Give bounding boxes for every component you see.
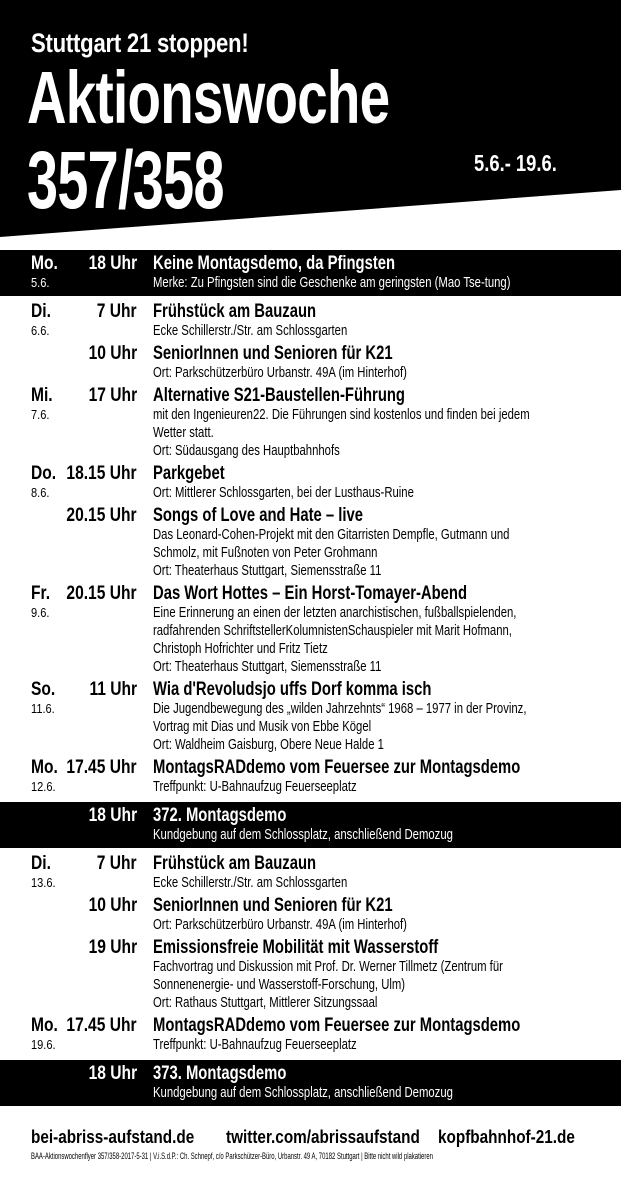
event-title: MontagsRADdemo vom Feuersee zur Montagsdemo [153, 757, 521, 778]
event-row [0, 936, 621, 1014]
event-time: 18 Uhr [88, 253, 137, 274]
event-time: 7 Uhr [97, 853, 137, 874]
event-header [0, 937, 621, 958]
event-description-line: Ecke Schillerstr./Str. am Schlossgarten [153, 323, 348, 339]
event-day: Mo. [31, 253, 58, 274]
event-time: 17 Uhr [88, 385, 137, 406]
header-subtitle: Stuttgart 21 stoppen! [31, 28, 249, 58]
event-date: 12.6. [31, 779, 56, 794]
event-row [0, 462, 621, 504]
event-title: SeniorInnen und Senioren für K21 [153, 895, 393, 916]
header-title: Aktionswoche [27, 56, 390, 139]
event-date: 7.6. [31, 407, 50, 422]
event-day: Fr. [31, 583, 51, 604]
event-description-line: Ecke Schillerstr./Str. am Schlossgarten [153, 875, 348, 891]
event-row [0, 852, 621, 894]
event-description-line: Ort: Südausgang des Hauptbahnhofs [153, 443, 340, 459]
event-date: 19.6. [31, 1037, 56, 1052]
event-description [153, 274, 590, 292]
event-time: 18.15 Uhr [66, 463, 137, 484]
event-header [0, 1015, 621, 1036]
event-description [153, 916, 590, 934]
event-description-line: Ort: Mittlerer Schlossgarten, bei der Lusthaus-Ruine [153, 485, 414, 501]
event-description-line: Ort: Waldheim Gaisburg, Obere Neue Halde 1 [153, 737, 384, 753]
event-date: 5.6. [31, 275, 50, 290]
event-description-line: Eine Erinnerung an einen der letzten anarchistischen, fußballspielenden, [153, 605, 517, 621]
event-title: Frühstück am Bauzaun [153, 301, 317, 322]
event-body [0, 604, 621, 676]
event-row [0, 1060, 621, 1106]
event-description-line: Treffpunkt: U-Bahnaufzug Feuerseeplatz [153, 1037, 357, 1053]
event-header [0, 895, 621, 916]
event-description [153, 484, 590, 502]
event-header [0, 583, 621, 604]
event-body [0, 364, 621, 382]
footer-link-twitter[interactable]: twitter.com/abrissaufstand [226, 1127, 420, 1147]
event-description-line: Ort: Parkschützerbüro Urbanstr. 49A (im Hinterhof) [153, 365, 407, 381]
event-description-line: Kundgebung auf dem Schlossplatz, anschließend Demozug [153, 827, 453, 843]
event-row [0, 756, 621, 798]
header-number: 357/358 [27, 135, 224, 226]
event-date: 8.6. [31, 485, 50, 500]
event-date: 6.6. [31, 323, 50, 338]
event-description [153, 526, 590, 580]
event-title: Parkgebet [153, 463, 225, 484]
event-row [0, 678, 621, 756]
event-header [0, 679, 621, 700]
event-title: Emissionsfreie Mobilität mit Wasserstoff [153, 937, 439, 958]
event-body [0, 778, 621, 796]
event-body [0, 826, 621, 844]
event-title: Das Wort Hottes – Ein Horst-Tomayer-Abend [153, 583, 468, 604]
event-time: 20.15 Uhr [66, 583, 137, 604]
event-row [0, 342, 621, 384]
event-title: MontagsRADdemo vom Feuersee zur Montagsdemo [153, 1015, 521, 1036]
event-body [0, 1084, 621, 1102]
event-body [0, 874, 621, 892]
event-title: Wia d'Revoludsjo uffs Dorf komma isch [153, 679, 432, 700]
event-day: So. [31, 679, 56, 700]
event-body [0, 916, 621, 934]
event-date: 13.6. [31, 875, 56, 890]
event-description [153, 604, 590, 676]
event-body [0, 274, 621, 292]
event-description-line: Ort: Theaterhaus Stuttgart, Siemensstraße 11 [153, 563, 382, 579]
header-banner [0, 0, 621, 237]
event-description-line: radfahrenden SchriftstellerKolumnistenSchauspieler mit Marit Hofmann, [153, 623, 512, 639]
event-description-line: Ort: Theaterhaus Stuttgart, Siemensstraße 11 [153, 659, 382, 675]
event-description [153, 364, 590, 382]
event-description [153, 406, 590, 460]
event-description-line: Sonnenenergie- und Wasserstoff-Forschung, Ulm) [153, 977, 406, 993]
event-title: Alternative S21-Baustellen-Führung [153, 385, 405, 406]
event-time: 20.15 Uhr [66, 505, 137, 526]
event-description [153, 1036, 590, 1054]
event-description-line: Die Jugendbewegung des „wilden Jahrzehnts“ 1968 – 1977 in der Provinz, [153, 701, 527, 717]
event-body [0, 1036, 621, 1054]
event-description-line: Vortrag mit Dias und Musik von Ebbe Kögel [153, 719, 372, 735]
event-title: SeniorInnen und Senioren für K21 [153, 343, 393, 364]
event-day: Di. [31, 853, 51, 874]
event-body [0, 322, 621, 340]
event-day: Mo. [31, 757, 58, 778]
event-date: 9.6. [31, 605, 50, 620]
footer-imprint: BAA-Aktionswochenflyer 357/358-2017-5-31 | V.i.S.d.P.: Ch. Schnepf, c/o Parkschützer-Büro, Urbanstr. 49 A, 70182 Stuttgart | Bitte nicht wild plakatieren [31, 1151, 433, 1161]
event-time: 11 Uhr [89, 679, 137, 700]
event-row [0, 802, 621, 848]
event-list [0, 246, 621, 1110]
event-date: 11.6. [31, 701, 55, 716]
event-body [0, 526, 621, 580]
event-time: 19 Uhr [88, 937, 137, 958]
event-body [0, 700, 621, 754]
event-header [0, 505, 621, 526]
event-description [153, 700, 590, 754]
event-header [0, 301, 621, 322]
event-day: Mi. [31, 385, 53, 406]
event-row [0, 384, 621, 462]
event-row [0, 582, 621, 678]
event-body [0, 406, 621, 460]
event-time: 18 Uhr [88, 805, 137, 826]
event-description-line: Ort: Rathaus Stuttgart, Mittlerer Sitzungssaal [153, 995, 378, 1011]
event-body [0, 484, 621, 502]
event-title: Frühstück am Bauzaun [153, 853, 317, 874]
event-row [0, 504, 621, 582]
event-title: 372. Montagsdemo [153, 805, 287, 826]
event-description-line: mit den Ingenieuren22. Die Führungen sind kostenlos und finden bei jedem [153, 407, 530, 423]
event-header [0, 463, 621, 484]
event-description [153, 958, 590, 1012]
event-description-line: Treffpunkt: U-Bahnaufzug Feuerseeplatz [153, 779, 357, 795]
event-header [0, 805, 621, 826]
event-description [153, 1084, 590, 1102]
event-time: 10 Uhr [88, 343, 137, 364]
event-description-line: Christoph Hofrichter und Fritz Tietz [153, 641, 328, 657]
footer-link-website[interactable]: bei-abriss-aufstand.de [31, 1127, 195, 1147]
footer-links [0, 1127, 621, 1149]
event-day: Do. [31, 463, 57, 484]
event-body [0, 958, 621, 1012]
event-header [0, 253, 621, 274]
header-daterange: 5.6.- 19.6. [474, 150, 557, 176]
event-description-line: Fachvortrag und Diskussion mit Prof. Dr. Werner Tillmetz (Zentrum für [153, 959, 503, 975]
event-header [0, 757, 621, 778]
event-row [0, 250, 621, 296]
event-header [0, 1063, 621, 1084]
event-time: 18 Uhr [88, 1063, 137, 1084]
event-header [0, 853, 621, 874]
event-time: 17.45 Uhr [66, 757, 137, 778]
event-description [153, 826, 590, 844]
event-description [153, 874, 590, 892]
event-description-line: Kundgebung auf dem Schlossplatz, anschließend Demozug [153, 1085, 453, 1101]
event-description-line: Schmolz, mit Fußnoten von Peter Grohmann [153, 545, 378, 561]
event-description [153, 322, 590, 340]
event-row [0, 894, 621, 936]
event-time: 7 Uhr [97, 301, 137, 322]
event-title: 373. Montagsdemo [153, 1063, 287, 1084]
event-title: Keine Montagsdemo, da Pfingsten [153, 253, 396, 274]
event-description-line: Das Leonard-Cohen-Projekt mit den Gitarristen Dempfle, Gutmann und [153, 527, 510, 543]
event-row [0, 1014, 621, 1056]
event-day: Mo. [31, 1015, 58, 1036]
event-time: 17.45 Uhr [66, 1015, 137, 1036]
footer-link-kopfbahnhof[interactable]: kopfbahnhof-21.de [438, 1127, 575, 1147]
event-description [153, 778, 590, 796]
event-description-line: Ort: Parkschützerbüro Urbanstr. 49A (im Hinterhof) [153, 917, 407, 933]
event-time: 10 Uhr [88, 895, 137, 916]
event-header [0, 385, 621, 406]
event-row [0, 300, 621, 342]
event-header [0, 343, 621, 364]
event-day: Di. [31, 301, 51, 322]
event-description-line: Merke: Zu Pfingsten sind die Geschenke am geringsten (Mao Tse-tung) [153, 275, 511, 291]
event-description-line: Wetter statt. [153, 425, 214, 441]
event-title: Songs of Love and Hate – live [153, 505, 364, 526]
